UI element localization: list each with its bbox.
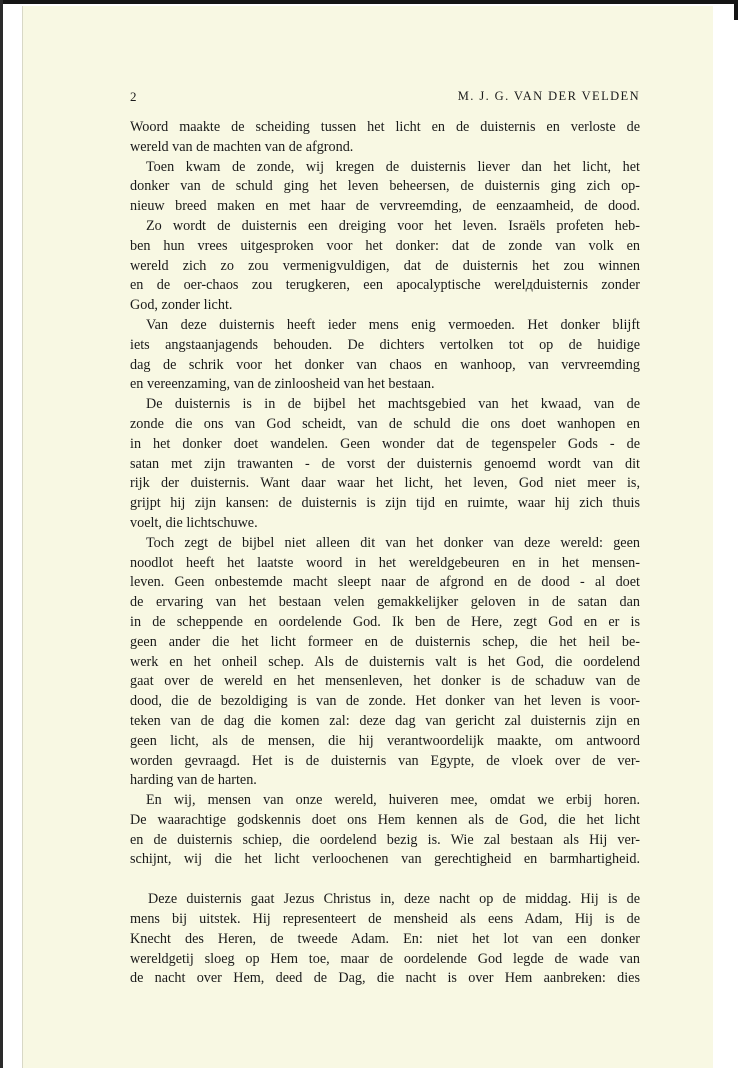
paragraph	[130, 395, 640, 534]
text-line: in de scheppende en oordelende God. Ik ben de Here, zegt God en er is	[130, 613, 640, 630]
text-line: voelt, die lichtschuwe.	[130, 514, 258, 531]
text-line: Zo wordt de duisternis een dreiging voor het leven. Israëls profeten heb-	[146, 217, 640, 234]
text-line: de nacht over Hem, deed de Dag, die nacht is over Hem aanbreken: dies	[130, 970, 640, 987]
paragraph	[130, 217, 640, 316]
text-line: grijpt hij zijn kansen: de duisternis is zijn tijd en ruimte, waar hij zich thuis	[130, 495, 640, 512]
paragraph	[130, 118, 640, 158]
text-line: schijnt, wij die het licht verloochenen van gerechtigheid en barmhartigheid.	[130, 851, 640, 868]
text-line: geen licht, als de mensen, die hij verantwoordelijk maakte, om antwoord	[130, 732, 640, 749]
text-line: Toch zegt de bijbel niet alleen dit van het donker van deze wereld: geen	[146, 534, 640, 551]
text-line: En wij, mensen van onze wereld, huiveren mee, omdat we erbij horen.	[146, 792, 640, 809]
paragraph	[130, 158, 640, 217]
text-line: en de duisternis schiep, die oordelend bezig is. Wie zal bestaan als Hij ver-	[130, 831, 640, 848]
paragraph	[130, 316, 640, 395]
text-line: Woord maakte de scheiding tussen het licht en de duisternis en verloste de	[130, 119, 640, 135]
text-line: dag de schrik voor het donker van chaos en wanhoop, van vervreemding	[130, 356, 640, 373]
paragraph	[130, 890, 640, 989]
text-line: God, zonder licht.	[130, 297, 233, 314]
text-line: Deze duisternis gaat Jezus Christus in, deze nacht op de middag. Hij is de	[148, 891, 640, 908]
text-line: geen ander die het licht formeer en de duisternis schep, die het heil be-	[130, 633, 640, 650]
text-line: nieuw breed maken en met haar de vervreemding, de eenzaamheid, de dood.	[130, 198, 640, 215]
text-line: iets angstaanjagends behouden. De dichters vertolken tot op de huidige	[130, 336, 640, 353]
text-line: worden gevraagd. Het is de duisternis van Egypte, de vloek over de ver-	[130, 752, 640, 769]
text-line: De duisternis is in de bijbel het machtsgebied van het kwaad, van de	[146, 396, 640, 413]
text-line: en de oer-chaos zou terugkeren, een apocalyptische werelдduisternis zonder	[130, 277, 640, 294]
scan-edge-left	[0, 0, 3, 1068]
text-line: gaat over de wereld en het mensenleven, het donker is de schaduw van de	[130, 673, 640, 690]
text-line: ben hun vrees uitgesproken voor het donker: dat de zonde van volk en	[130, 237, 640, 254]
body-text	[130, 118, 640, 989]
text-line: de ervaring van het bestaan velen gemakkelijker geloven in de satan dan	[130, 594, 640, 611]
text-line: wereld van de machten van de afgrond.	[130, 138, 354, 155]
text-line: De waarachtige godskennis doet ons Hem kennen als de God, die het licht	[130, 811, 640, 828]
text-line: wereld zich zo zou vermenigvuldigen, dat de duisternis het zou winnen	[130, 257, 640, 274]
text-line: mens bij uitstek. Hij representeert de mensheid als eens Adam, Hij is de	[130, 911, 640, 928]
text-line: leven. Geen onbestemde macht sleept naar de afgrond en de dood - al doet	[130, 574, 640, 591]
running-head	[130, 89, 640, 105]
text-line: donker van de schuld ging het leven beheersen, de duisternis ging zich op-	[130, 178, 640, 195]
text-line: noodlot heeft het laatste woord in het wereldgebeuren en in het mensen-	[130, 554, 640, 571]
text-line: teken van de dag die komen zal: deze dag van gericht zal duisternis zijn en	[130, 712, 640, 729]
text-line: dood, die de bezoldiging is van de zonde. Het donker van het leven is voor-	[130, 693, 640, 710]
text-line: in het donker doet wandelen. Geen wonder dat de tegenspeler Gods - de	[130, 435, 640, 452]
scan-edge-right	[734, 0, 738, 20]
text-line: Van deze duisternis heeft ieder mens enig vermoeden. Het donker blijft	[146, 316, 640, 333]
text-line: wereldgetij sloeg op Hem toe, maar de oordelende God legde de wade van	[130, 950, 640, 967]
page-number: 2	[130, 89, 137, 104]
text-line: werk en het onheil schep. Als de duisternis valt is het God, die oordelend	[130, 653, 640, 670]
text-line: en vereenzaming, van de zinloosheid van het bestaan.	[130, 376, 435, 393]
text-line: Toen kwam de zonde, wij kregen de duisternis liever dan het licht, het	[146, 158, 640, 175]
paragraph	[130, 534, 640, 791]
scan-edge-top	[0, 0, 738, 4]
text-line: zonde die ons van God scheidt, van de schuld die ons doet wanhopen en	[130, 415, 640, 432]
paragraph	[130, 791, 640, 870]
text-line: rijk der duisternis. Want daar waar het licht, het leven, God niet meer is,	[130, 475, 640, 492]
text-line: Knecht des Heren, de tweede Adam. En: niet het lot van een donker	[130, 930, 640, 947]
text-line: harding van de harten.	[130, 772, 257, 789]
running-title: M. J. G. VAN DER VELDEN	[457, 89, 640, 103]
section-gap	[130, 870, 640, 890]
text-line: satan met zijn trawanten - de vorst der duisternis genoemd wordt van dit	[130, 455, 640, 472]
